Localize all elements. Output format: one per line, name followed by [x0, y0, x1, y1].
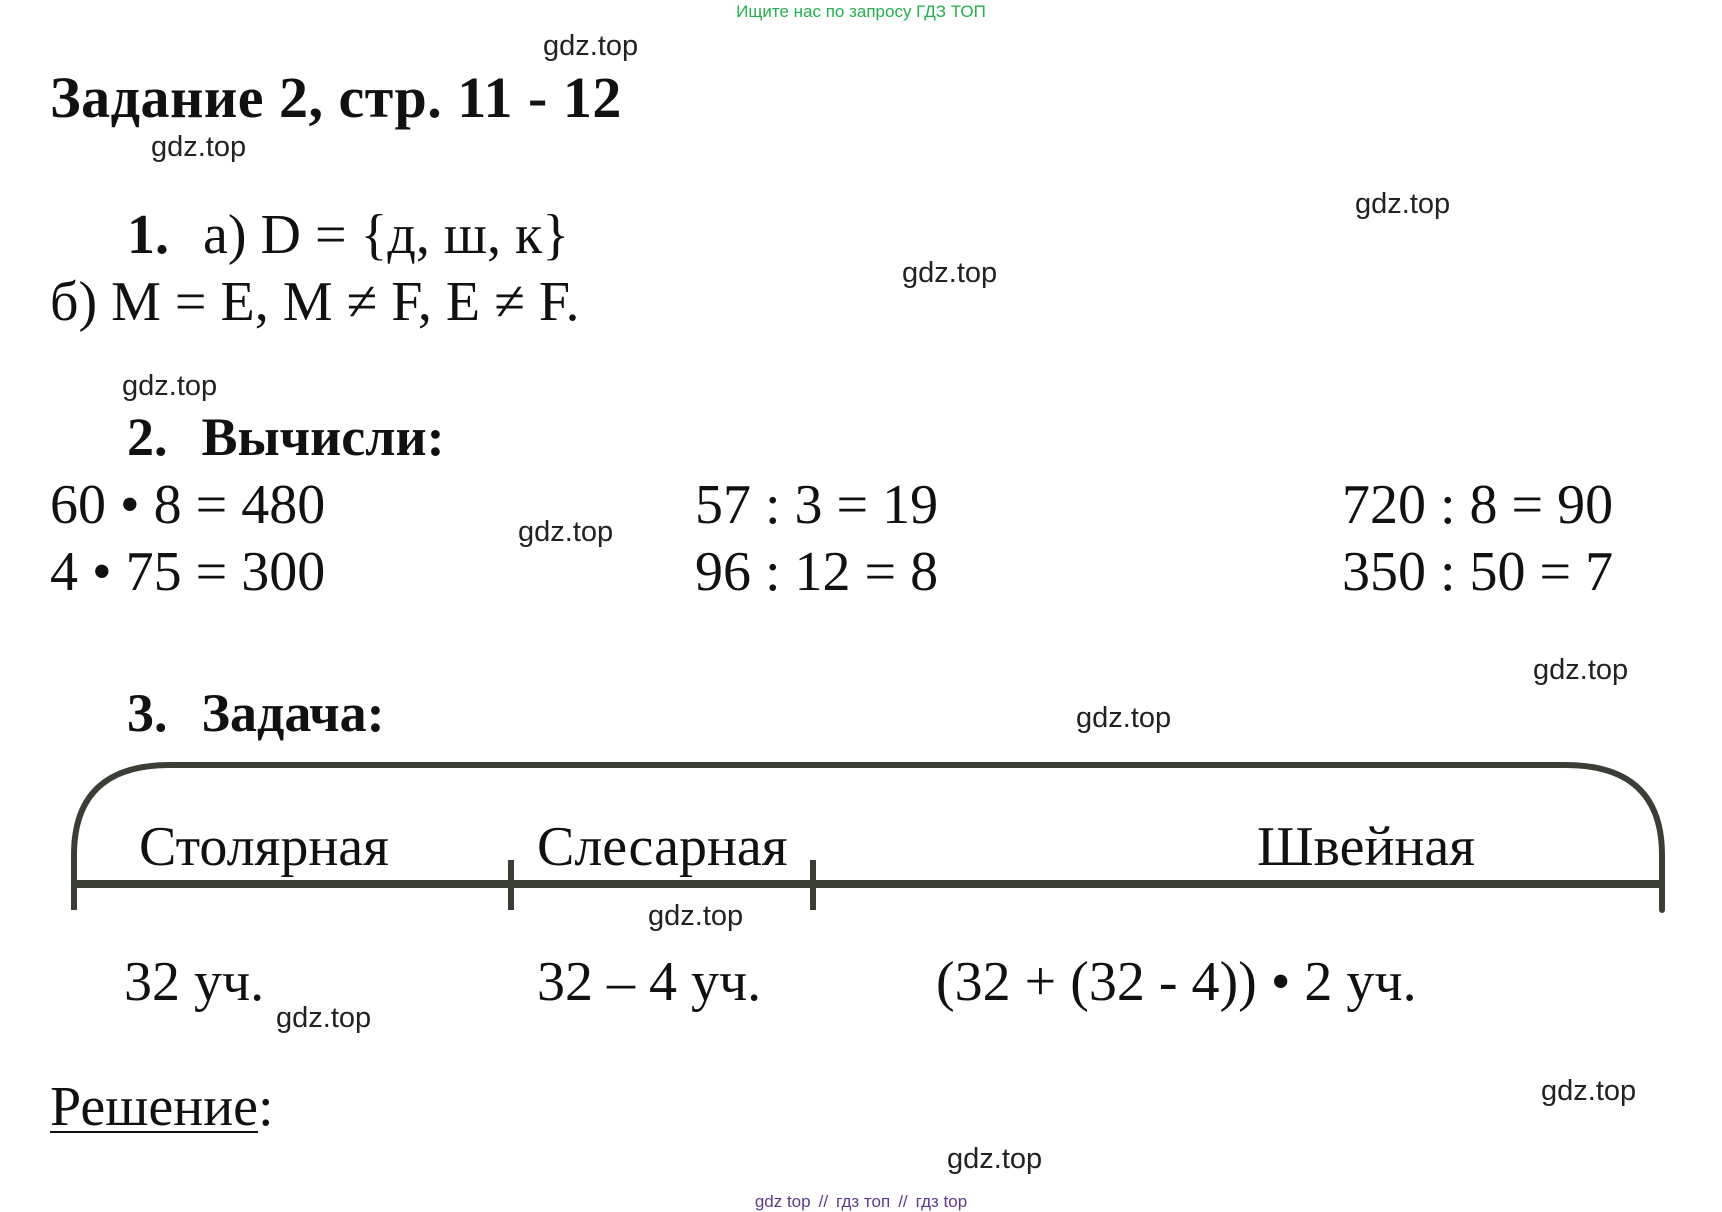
- segment-label-sewing: Швейная: [1257, 816, 1476, 878]
- segment-label-carpentry: Столярная: [139, 816, 389, 878]
- footer-link[interactable]: гдз top: [915, 1192, 968, 1211]
- watermark: gdz.top: [518, 516, 614, 548]
- watermark: gdz.top: [1533, 654, 1629, 686]
- solution-label: Решение: [50, 1076, 259, 1138]
- watermark: gdz.top: [276, 1002, 372, 1034]
- watermark: gdz.top: [902, 257, 998, 289]
- section3-heading-text: Задача:: [201, 683, 385, 743]
- watermark: gdz.top: [648, 900, 744, 932]
- segment-label-metalwork: Слесарная: [537, 816, 788, 878]
- calculation: 60 • 8 = 480: [50, 474, 326, 536]
- section3-number: 3.: [127, 683, 168, 743]
- watermark: gdz.top: [947, 1143, 1043, 1175]
- set-d-definition: а) D = {д, ш, к}: [203, 204, 570, 266]
- search-banner[interactable]: Ищите нас по запросу ГДЗ ТОП: [736, 2, 986, 21]
- segment-amount-carpentry: 32 уч.: [124, 951, 265, 1013]
- page-title: Задание 2, стр. 11 - 12: [50, 65, 622, 130]
- solution-colon: :: [258, 1076, 274, 1138]
- footer-link[interactable]: гдз топ: [836, 1192, 891, 1211]
- set-relations: б) M = E, M ≠ F, E ≠ F.: [50, 271, 580, 333]
- solution-heading: [50, 1075, 274, 1139]
- footer-link[interactable]: gdz top: [754, 1192, 811, 1211]
- watermark: gdz.top: [122, 370, 218, 402]
- watermark: gdz.top: [1076, 702, 1172, 734]
- footer-links: [0, 1192, 1722, 1212]
- section2-heading-text: Вычисли:: [201, 407, 445, 467]
- segment-amount-metalwork: 32 – 4 уч.: [537, 951, 762, 1013]
- footer-separator: //: [898, 1192, 908, 1211]
- segment-amount-sewing: (32 + (32 - 4)) • 2 уч.: [936, 951, 1417, 1013]
- calculation: 96 : 12 = 8: [695, 541, 939, 603]
- calculation: 4 • 75 = 300: [50, 541, 326, 603]
- calculation: 720 : 8 = 90: [1342, 474, 1614, 536]
- watermark: gdz.top: [1541, 1075, 1637, 1107]
- watermark: gdz.top: [1355, 188, 1451, 220]
- calculation: 57 : 3 = 19: [695, 474, 939, 536]
- watermark: gdz.top: [151, 131, 247, 163]
- watermark: gdz.top: [543, 30, 639, 62]
- section1-number: 1.: [127, 204, 169, 266]
- section2-number: 2.: [127, 407, 168, 467]
- calculation: 350 : 50 = 7: [1342, 541, 1614, 603]
- footer-separator: //: [818, 1192, 829, 1211]
